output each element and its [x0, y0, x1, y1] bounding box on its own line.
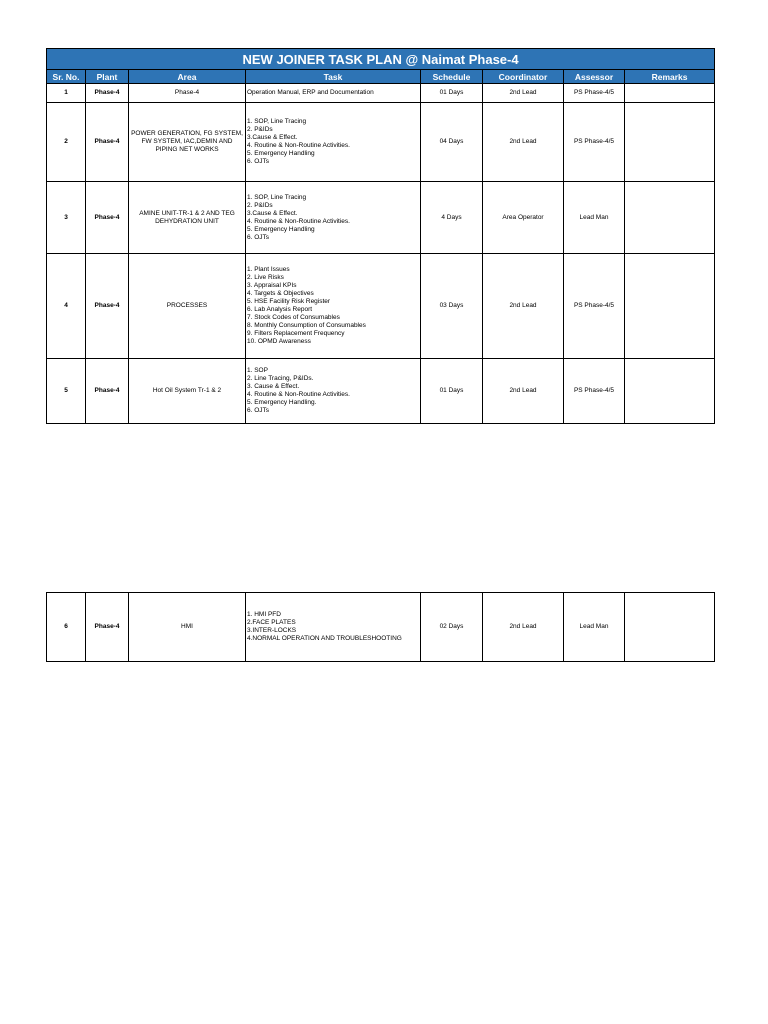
task-item: 5. HSE Facility Risk Register: [247, 298, 331, 305]
task-item: Operation Manual, ERP and Documentation: [247, 89, 374, 96]
task-item: 1. HMI PFD: [247, 611, 281, 618]
task-cell: [246, 84, 421, 103]
area-text: AMINE UNIT-TR-1 & 2 AND TEG DEHYDRATION UNIT: [139, 209, 235, 225]
task-item: 10. OPMD Awareness: [247, 338, 311, 345]
area-cell: [129, 103, 246, 182]
task-item: 2. P&IDs: [247, 201, 273, 209]
assessor-cell: PS Phase-4/5: [564, 254, 625, 359]
coordinator-cell: 2nd Lead: [483, 84, 564, 103]
schedule-cell: 02 Days: [421, 593, 483, 662]
task-cell: [246, 254, 421, 359]
assessor-cell: PS Phase-4/5: [564, 103, 625, 182]
task-item: 9. Filters Replacement Frequency: [247, 330, 345, 337]
remarks-cell: [625, 103, 715, 182]
coordinator-cell: 2nd Lead: [483, 593, 564, 662]
area-text: PROCESSES: [166, 302, 208, 309]
plant-cell: Phase-4: [86, 182, 129, 254]
header-schedule: Schedule: [421, 70, 483, 84]
task-plan-table: [46, 48, 715, 424]
assessor-cell: Lead Man: [564, 593, 625, 662]
area-cell: [129, 359, 246, 424]
task-cell: [246, 593, 421, 662]
task-item: 4. Routine & Non-Routine Activities.: [247, 391, 350, 398]
task-item: 7. Stock Codes of Consumables: [247, 314, 340, 321]
remarks-cell: [625, 254, 715, 359]
task-item: 2. Line Tracing, P&IDs.: [247, 375, 314, 382]
task-item: 3. Cause & Effect.: [247, 383, 300, 390]
coordinator-cell: 2nd Lead: [483, 254, 564, 359]
schedule-cell: 01 Days: [421, 359, 483, 424]
task-item: 4. Routine & Non-Routine Activities.: [247, 217, 350, 225]
header-plant: Plant: [86, 70, 129, 84]
assessor-cell: Lead Man: [564, 182, 625, 254]
task-item: 1. Plant Issues: [247, 266, 290, 273]
task-item: 3.INTER-LOCKS: [247, 627, 297, 634]
task-cell: [246, 359, 421, 424]
coordinator-cell: Area Operator: [483, 182, 564, 254]
plant-cell: Phase-4: [86, 359, 129, 424]
area-text: POWER GENERATION, FG SYSTEM, FW SYSTEM, IAC,DEMIN AND PIPING NET WORKS: [131, 130, 243, 153]
task-item: 6. OJTs: [247, 407, 270, 414]
assessor-cell: PS Phase-4/5: [564, 84, 625, 103]
sheet-title: NEW JOINER TASK PLAN @ Naimat Phase-4: [47, 49, 715, 70]
table-row: [47, 182, 715, 254]
schedule-cell: 03 Days: [421, 254, 483, 359]
task-item: 1. SOP: [247, 367, 268, 374]
schedule-cell: 4 Days: [421, 182, 483, 254]
header-row: [47, 70, 715, 84]
task-item: 5. Emergency Handling: [247, 150, 315, 157]
area-cell: [129, 593, 246, 662]
sr-cell: 6: [47, 593, 86, 662]
task-item: 2. P&IDs: [247, 126, 273, 133]
sr-cell: 4: [47, 254, 86, 359]
table-row: [47, 359, 715, 424]
remarks-cell: [625, 593, 715, 662]
task-item: 6. OJTs: [247, 158, 270, 165]
table-body: [47, 84, 715, 424]
area-text: Hot Oil System Tr-1 & 2: [152, 387, 222, 394]
table-row: [47, 103, 715, 182]
area-cell: [129, 254, 246, 359]
header-sr-no: Sr. No.: [47, 70, 86, 84]
task-item: 4. Routine & Non-Routine Activities.: [247, 142, 350, 149]
task-item: 6. OJTs: [247, 233, 270, 241]
task-item: 1. SOP, Line Tracing: [247, 193, 307, 201]
task-item: 4.NORMAL OPERATION AND TROUBLESHOOTING: [247, 635, 402, 642]
header-coordinator: Coordinator: [483, 70, 564, 84]
plant-cell: Phase-4: [86, 103, 129, 182]
schedule-cell: 01 Days: [421, 84, 483, 103]
coordinator-cell: 2nd Lead: [483, 103, 564, 182]
task-item: 6. Lab Analysis Report: [247, 306, 313, 313]
area-text: HMI: [181, 623, 193, 630]
area-cell: [129, 182, 246, 254]
coordinator-cell: 2nd Lead: [483, 359, 564, 424]
assessor-cell: PS Phase-4/5: [564, 359, 625, 424]
task-item: 2. Live Risks: [247, 274, 284, 281]
sr-cell: 5: [47, 359, 86, 424]
remarks-cell: [625, 182, 715, 254]
table-body-continued: [47, 593, 715, 662]
task-item: 1. SOP, Line Tracing: [247, 118, 307, 125]
table-row: [47, 254, 715, 359]
area-cell: [129, 84, 246, 103]
sr-cell: 2: [47, 103, 86, 182]
task-item: 8. Monthly Consumption of Consumables: [247, 322, 366, 329]
remarks-cell: [625, 359, 715, 424]
task-item: 2.FACE PLATES: [247, 619, 296, 626]
task-item: 4. Targets & Objectives: [247, 290, 314, 297]
sr-cell: 3: [47, 182, 86, 254]
plant-cell: Phase-4: [86, 84, 129, 103]
task-item: 5. Emergency Handling.: [247, 399, 317, 406]
task-item: 5. Emergency Handling: [247, 225, 315, 233]
sr-cell: 1: [47, 84, 86, 103]
area-text: Phase-4: [174, 89, 200, 96]
task-item: 3.Cause & Effect.: [247, 134, 298, 141]
task-plan-table-continued: [46, 592, 715, 662]
task-item: 3. Appraisal KPIs: [247, 282, 297, 289]
plant-cell: Phase-4: [86, 593, 129, 662]
remarks-cell: [625, 84, 715, 103]
table-row: [47, 593, 715, 662]
header-task: Task: [246, 70, 421, 84]
plant-cell: Phase-4: [86, 254, 129, 359]
header-area: Area: [129, 70, 246, 84]
header-remarks: Remarks: [625, 70, 715, 84]
task-item: 3.Cause & Effect.: [247, 209, 298, 217]
header-assessor: Assessor: [564, 70, 625, 84]
table-row: [47, 84, 715, 103]
task-cell: [246, 182, 421, 254]
task-cell: [246, 103, 421, 182]
schedule-cell: 04 Days: [421, 103, 483, 182]
